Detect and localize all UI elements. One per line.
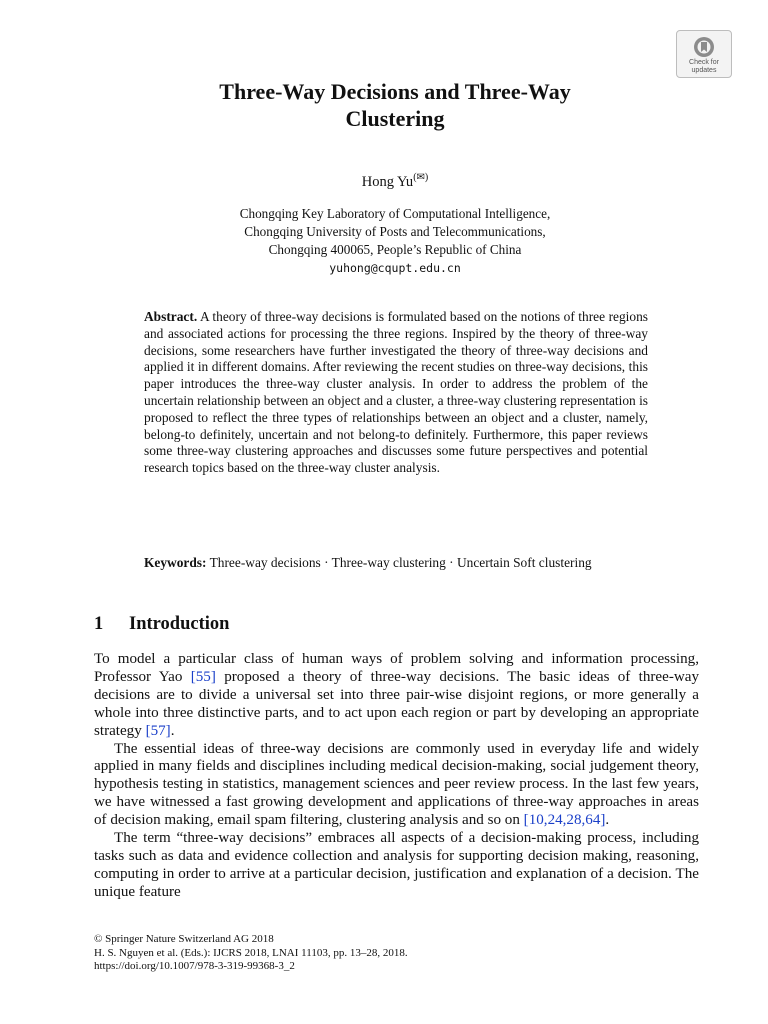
p1-text-b: proposed a theory of three-way decisions. The basic ideas of three-way decisions are to divide a universal set into three pair-wise disjoint regions, or more generally a whole into three distinctive parts, and to act upon each region or part by developing an appropriate strategy	[94, 668, 699, 739]
badge-line-2: updates	[691, 66, 717, 74]
footer-citation: H. S. Nguyen et al. (Eds.): IJCRS 2018, LNAI 11103, pp. 13–28, 2018.	[94, 946, 408, 959]
p1-text-a: To model a particular class of human ways of problem solving and information processing, Professor Yao	[94, 651, 699, 685]
paragraph-3: The term “three-way decisions” embraces all aspects of a decision-making process, including tasks such as data and evidence collection and analysis for supporting decision making, reasoning, computing in order to arrive at a particular decision, justification and explanation of a decision. The unique feature	[94, 830, 699, 900]
footer-copyright: © Springer Nature Switzerland AG 2018	[94, 933, 274, 945]
keywords-text: Three-way decisions · Three-way clustering · Uncertain Soft clustering	[209, 555, 592, 570]
citation-link[interactable]: [55]	[190, 668, 216, 685]
affiliation-line-3: Chongqing 400065, People’s Republic of China	[268, 242, 522, 257]
check-for-updates-badge[interactable]	[676, 30, 732, 78]
section-heading	[94, 614, 229, 635]
affiliation-line-2: Chongqing University of Posts and Telecommunications,	[244, 224, 546, 239]
p2-text-end: .	[605, 812, 610, 829]
badge-line-1: Check for	[689, 59, 719, 66]
p2-text-a: The essential ideas of three-way decisions are commonly used in everyday life and widely applied in many fields and disciplines including medical decision-making, social judgement theory, hypothesis testing in statistics, management sciences and peer review process. In the last few years, we have witnessed a fast growing development and applications of three-way approaches in areas of decision making, email spam filtering, clustering analysis and so on	[94, 740, 699, 829]
author-email[interactable]: yuhong@cqupt.edu.cn	[329, 261, 461, 275]
author-name: Hong Yu	[361, 173, 414, 190]
bookmark-circle-icon	[692, 35, 716, 59]
keywords	[144, 554, 648, 571]
paper-title	[110, 78, 680, 132]
title-line-2: Clustering	[345, 106, 445, 131]
abstract-text: A theory of three-way decisions is formulated based on the notions of three regions and associated actions for processing the three regions. Inspired by the theory of three-way decisions, some researchers have further investigated the theory of three-way decisions and applied it in different domains. After reviewing the recent studies on three-way decisions, this paper introduces the three-way cluster analysis. In order to address the problem of the uncertain relationship between an object and a cluster, a three-way clustering representation is proposed to reflect the three types of relationships between an object and a cluster, namely, belong-to definitely, uncertain and not belong-to definitely. Furthermore, this paper reviews some three-way clustering approaches and discusses some future perspectives and potential research topics based on the three-way cluster analysis.	[144, 309, 649, 476]
citation-link[interactable]: [57]	[145, 722, 171, 739]
abstract-label: Abstract.	[144, 309, 198, 324]
section-title: Introduction	[129, 614, 230, 634]
title-line-1: Three-Way Decisions and Three-Way	[219, 79, 571, 104]
keywords-label: Keywords:	[144, 555, 207, 570]
author	[0, 172, 768, 191]
footer-doi-link[interactable]: https://doi.org/10.1007/978-3-319-99368-3_2	[94, 960, 295, 973]
abstract	[144, 309, 648, 477]
copyright-footer	[94, 933, 699, 974]
paragraph-1	[94, 651, 699, 741]
body-text	[94, 651, 699, 902]
affiliation-line-1: Chongqing Key Laboratory of Computational Intelligence,	[239, 206, 551, 221]
p1-text-end: .	[170, 722, 175, 739]
citation-link[interactable]: [10,24,28,64]	[523, 812, 606, 829]
section-number: 1	[94, 614, 104, 634]
paragraph-2	[94, 741, 699, 831]
envelope-icon: (✉)	[413, 172, 429, 183]
affiliation	[110, 205, 680, 277]
